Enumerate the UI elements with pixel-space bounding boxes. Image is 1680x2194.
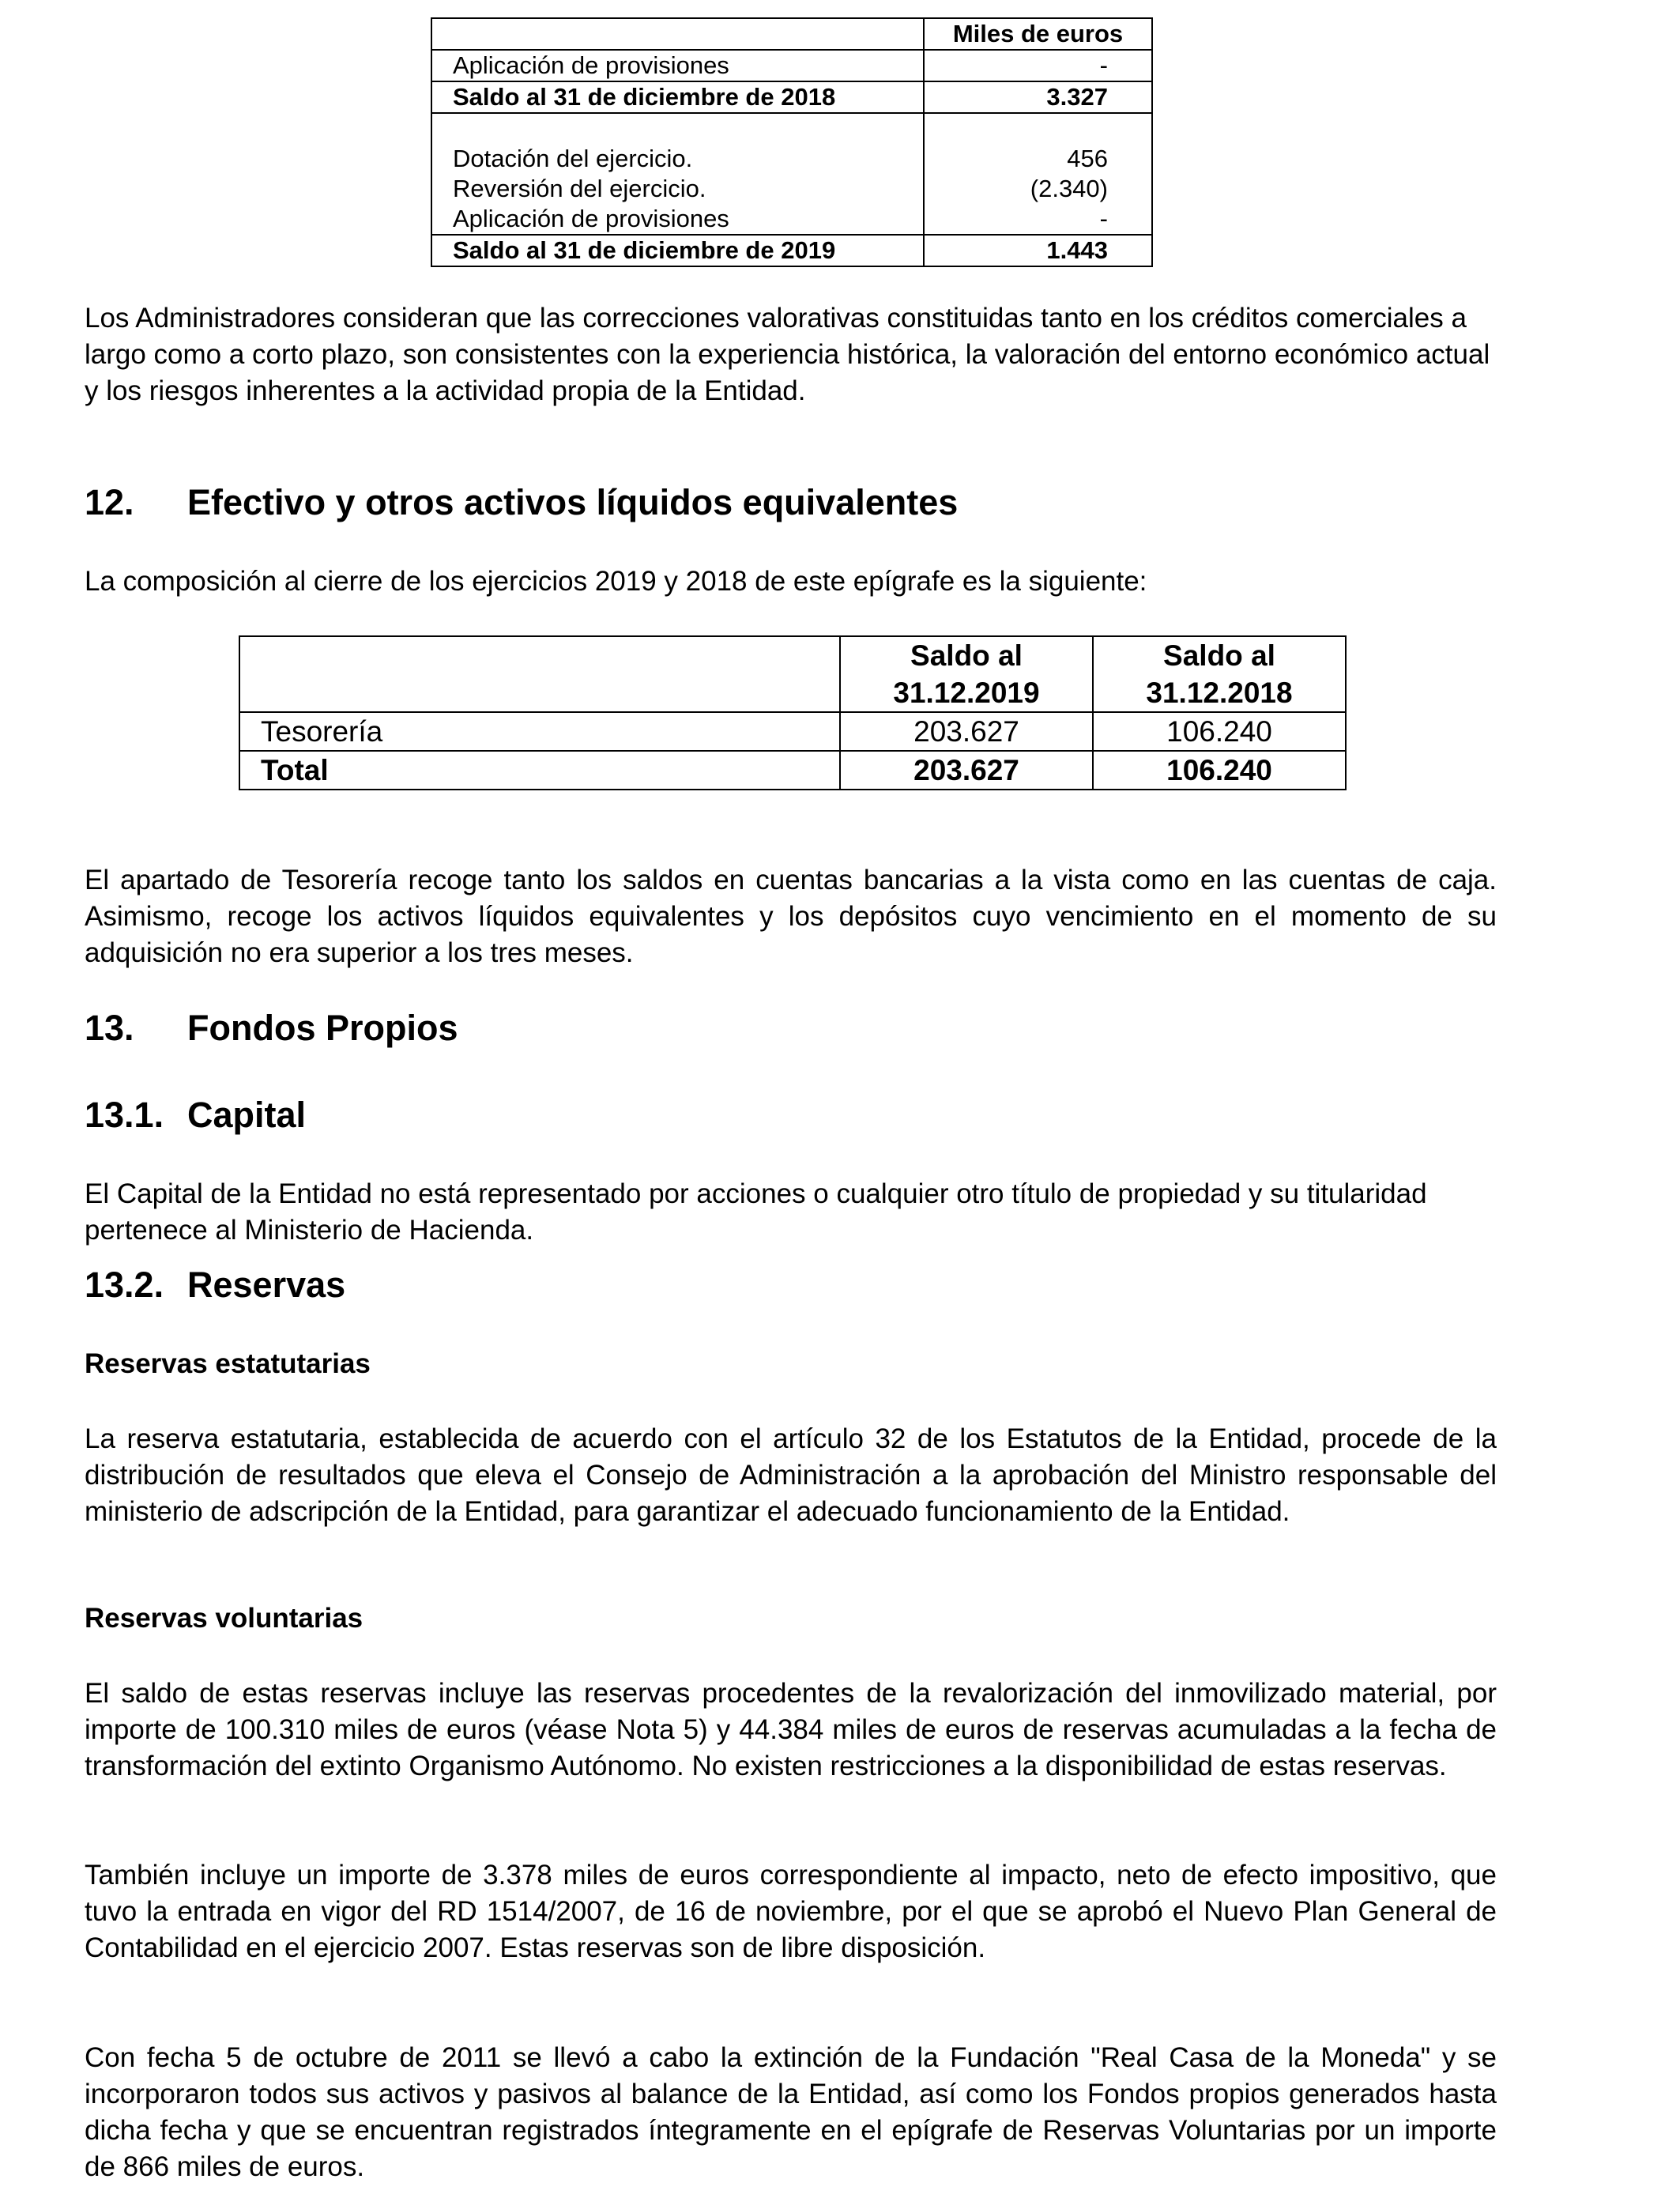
column-header: Saldo al 31.12.2018 <box>1093 636 1346 712</box>
row-label: Saldo al 31 de diciembre de 2019 <box>431 235 924 266</box>
column-header <box>239 636 840 712</box>
reservas-voluntarias-heading: Reservas voluntarias <box>85 1603 363 1634</box>
section-title: Reservas <box>187 1265 346 1305</box>
cash-table <box>239 635 1347 790</box>
table-row <box>431 174 1152 204</box>
reservas-voluntarias-paragraph-1: El saldo de estas reservas incluye las reservas procedentes de la revalorización del inmovilizado material, por importe de 100.310 miles de euros (véase Nota 5) y 44.384 miles de euros de reservas acumuladas a la fecha de transformación del extinto Organismo Autónomo. No existen restricciones a la disponibilidad de estas reservas. <box>85 1678 1497 1781</box>
row-label: Aplicación de provisiones <box>431 50 924 81</box>
row-value: - <box>924 204 1152 235</box>
reservas-voluntarias-paragraph-3: Con fecha 5 de octubre de 2011 se llevó a cabo la extinción de la Fundación "Real Casa de la Moneda" y se incorporaron todos sus activos y pasivos al balance de la Entidad, así como los Fondos propios generados hasta dicha fecha y que se encuentran registrados íntegramente en el epígrafe de Reservas Voluntarias por un importe de 866 miles de euros. <box>85 2042 1497 2182</box>
reservas-estatutarias-paragraph: La reserva estatutaria, establecida de acuerdo con el artículo 32 de los Estatutos de la Entidad, procede de la distribución de resultados que eleva el Consejo de Administración a la aprobación del Ministro responsable del ministerio de adscripción de la Entidad, para garantizar el adecuado funcionamiento de la Entidad. <box>85 1423 1497 1527</box>
section-title: Capital <box>187 1095 307 1135</box>
cell-2018: 106.240 <box>1093 712 1346 751</box>
section-13-1-heading <box>85 1095 306 1136</box>
section-title: Efectivo y otros activos líquidos equivalentes <box>187 482 959 522</box>
section-number: 13.1. <box>85 1095 164 1135</box>
table-row <box>431 50 1152 81</box>
section-title: Fondos Propios <box>187 1008 458 1048</box>
section-number: 12. <box>85 482 134 522</box>
section-12-heading <box>85 482 958 523</box>
row-label: Reversión del ejercicio. <box>431 174 924 204</box>
row-label: Aplicación de provisiones <box>431 204 924 235</box>
table-row <box>431 204 1152 235</box>
row-label: Dotación del ejercicio. <box>431 144 924 174</box>
paragraph-administradores: Los Administradores consideran que las correcciones valorativas constituidas tanto en los créditos comerciales a largo como a corto plazo, son consistentes con la experiencia histórica, la valoración del entorno económico actual y los riesgos inherentes a la actividad propia de la Entidad. <box>85 303 1490 406</box>
cell-2019: 203.627 <box>840 751 1093 790</box>
row-value: - <box>924 50 1152 81</box>
section-12-intro: La composición al cierre de los ejercicios 2019 y 2018 de este epígrafe es la siguiente: <box>85 566 1147 597</box>
row-value: (2.340) <box>924 174 1152 204</box>
table-row <box>431 81 1152 113</box>
section-13-2-heading <box>85 1265 345 1306</box>
provisions-header: Miles de euros <box>924 18 1152 50</box>
provisions-table <box>431 17 1153 267</box>
table-row <box>431 144 1152 174</box>
reservas-voluntarias-paragraph-2: También incluye un importe de 3.378 miles de euros correspondiente al impacto, neto de efecto impositivo, que tuvo la entrada en vigor del RD 1514/2007, de 16 de noviembre, por el que se aprobó el Nuevo Plan General de Contabilidad en el ejercicio 2007. Estas reservas son de libre disposición. <box>85 1860 1497 1963</box>
cell-2018: 106.240 <box>1093 751 1346 790</box>
reservas-estatutarias-heading: Reservas estatutarias <box>85 1348 371 1379</box>
row-label: Total <box>239 751 840 790</box>
capital-paragraph: El Capital de la Entidad no está representado por acciones o cualquier otro título de propiedad y su titularidad pertenece al Ministerio de Hacienda. <box>85 1178 1427 1246</box>
row-label: Saldo al 31 de diciembre de 2018 <box>431 81 924 113</box>
section-13-heading <box>85 1008 458 1049</box>
table-header-row <box>239 636 1346 712</box>
column-header: Saldo al 31.12.2019 <box>840 636 1093 712</box>
table-row <box>431 235 1152 266</box>
row-value: 456 <box>924 144 1152 174</box>
provisions-header-empty <box>431 18 924 50</box>
row-value: 3.327 <box>924 81 1152 113</box>
table-row <box>431 113 1152 144</box>
table-row <box>239 751 1346 790</box>
row-label <box>431 113 924 144</box>
row-value: 1.443 <box>924 235 1152 266</box>
row-value <box>924 113 1152 144</box>
section-number: 13. <box>85 1008 134 1048</box>
section-number: 13.2. <box>85 1265 164 1305</box>
row-label: Tesorería <box>239 712 840 751</box>
cell-2019: 203.627 <box>840 712 1093 751</box>
table-row <box>239 712 1346 751</box>
section-12-paragraph: El apartado de Tesorería recoge tanto los saldos en cuentas bancarias a la vista como en las cuentas de caja. Asimismo, recoge los activos líquidos equivalentes y los depósitos cuyo vencimiento en el momento de su adquisición no era superior a los tres meses. <box>85 865 1497 968</box>
